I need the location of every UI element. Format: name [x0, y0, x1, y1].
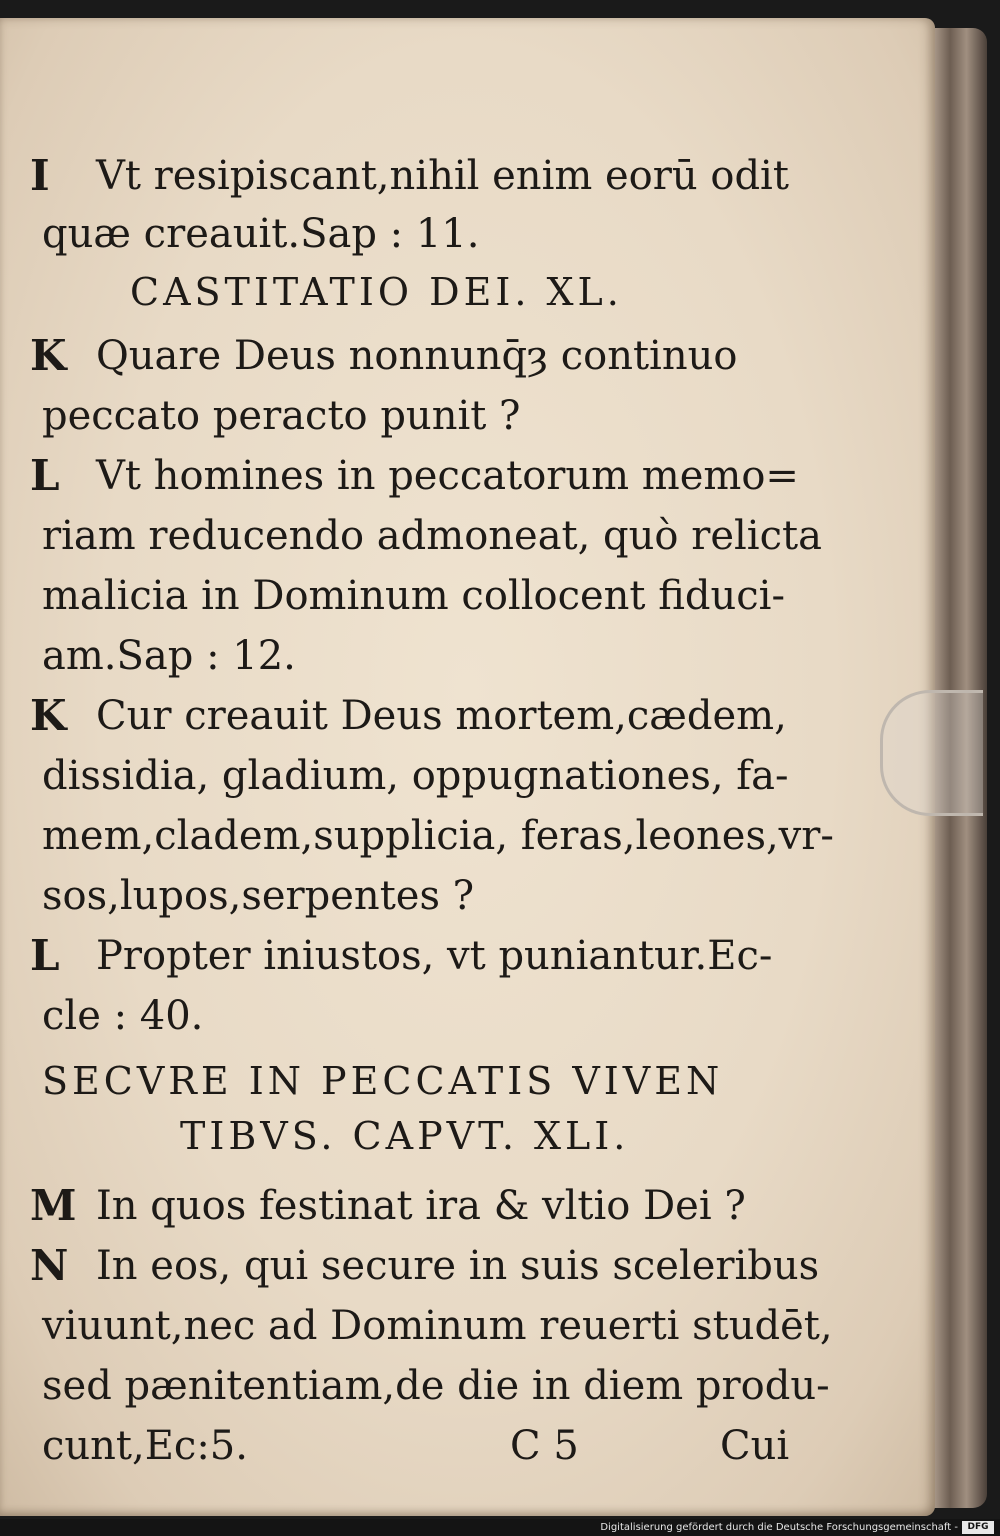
line-text: Quare Deus nonnunq̄ȝ continuo [96, 333, 738, 379]
heading-text: TIBVS. CAPVT. XLI. [180, 1114, 630, 1158]
line-text: Vt homines in peccatorum memo= [96, 453, 799, 499]
heading-text: CASTITATIO DEI. XL. [130, 270, 623, 314]
line-text: dissidia, gladium, oppugnationes, fa- [42, 753, 789, 799]
footer-bar [0, 1519, 1000, 1536]
line-text: mem,cladem,supplicia, feras,leones,vr- [42, 813, 834, 859]
line-text: Cur creauit Deus mortem,cædem, [96, 693, 787, 739]
question-marker: L [30, 931, 60, 980]
catchword: Cui [720, 1423, 790, 1469]
line-text: cunt,Ec:5. [42, 1423, 248, 1469]
question-marker: K [30, 691, 67, 740]
page-clip [880, 690, 983, 816]
dfg-logo: DFG [962, 1521, 994, 1534]
signature-mark: C 5 [510, 1423, 579, 1469]
line-text: malicia in Dominum collocent fiduci- [42, 573, 785, 619]
line-text: In quos festinat ira & vltio Dei ? [96, 1183, 746, 1229]
question-marker: N [30, 1241, 69, 1290]
line-text: riam reducendo admoneat, quò relicta [42, 513, 822, 559]
line-text: cle : 40. [42, 993, 204, 1039]
question-marker: L [30, 451, 60, 500]
question-marker: M [30, 1181, 77, 1230]
heading-text: SECVRE IN PECCATIS VIVEN [42, 1059, 724, 1103]
book-page [0, 18, 935, 1516]
line-text: viuunt,nec ad Dominum reuerti studēt, [42, 1303, 833, 1349]
line-text: am.Sap : 12. [42, 633, 296, 679]
line-text: Propter iniustos, vt puniantur.Ec- [96, 933, 773, 979]
line-text: quæ creauit.Sap : 11. [42, 211, 480, 257]
footer-credit: Digitalisierung gefördert durch die Deutsche Forschungsgemeinschaft - [600, 1522, 958, 1533]
question-marker: K [30, 331, 67, 380]
line-text: sos,lupos,serpentes ? [42, 873, 475, 919]
line-text: sed pænitentiam,de die in diem produ- [42, 1363, 830, 1409]
line-text: Vt resipiscant,nihil enim eorū odit [96, 153, 789, 199]
question-marker: I [30, 151, 50, 200]
line-text: In eos, qui secure in suis sceleribus [96, 1243, 820, 1289]
line-text: peccato peracto punit ? [42, 393, 521, 439]
